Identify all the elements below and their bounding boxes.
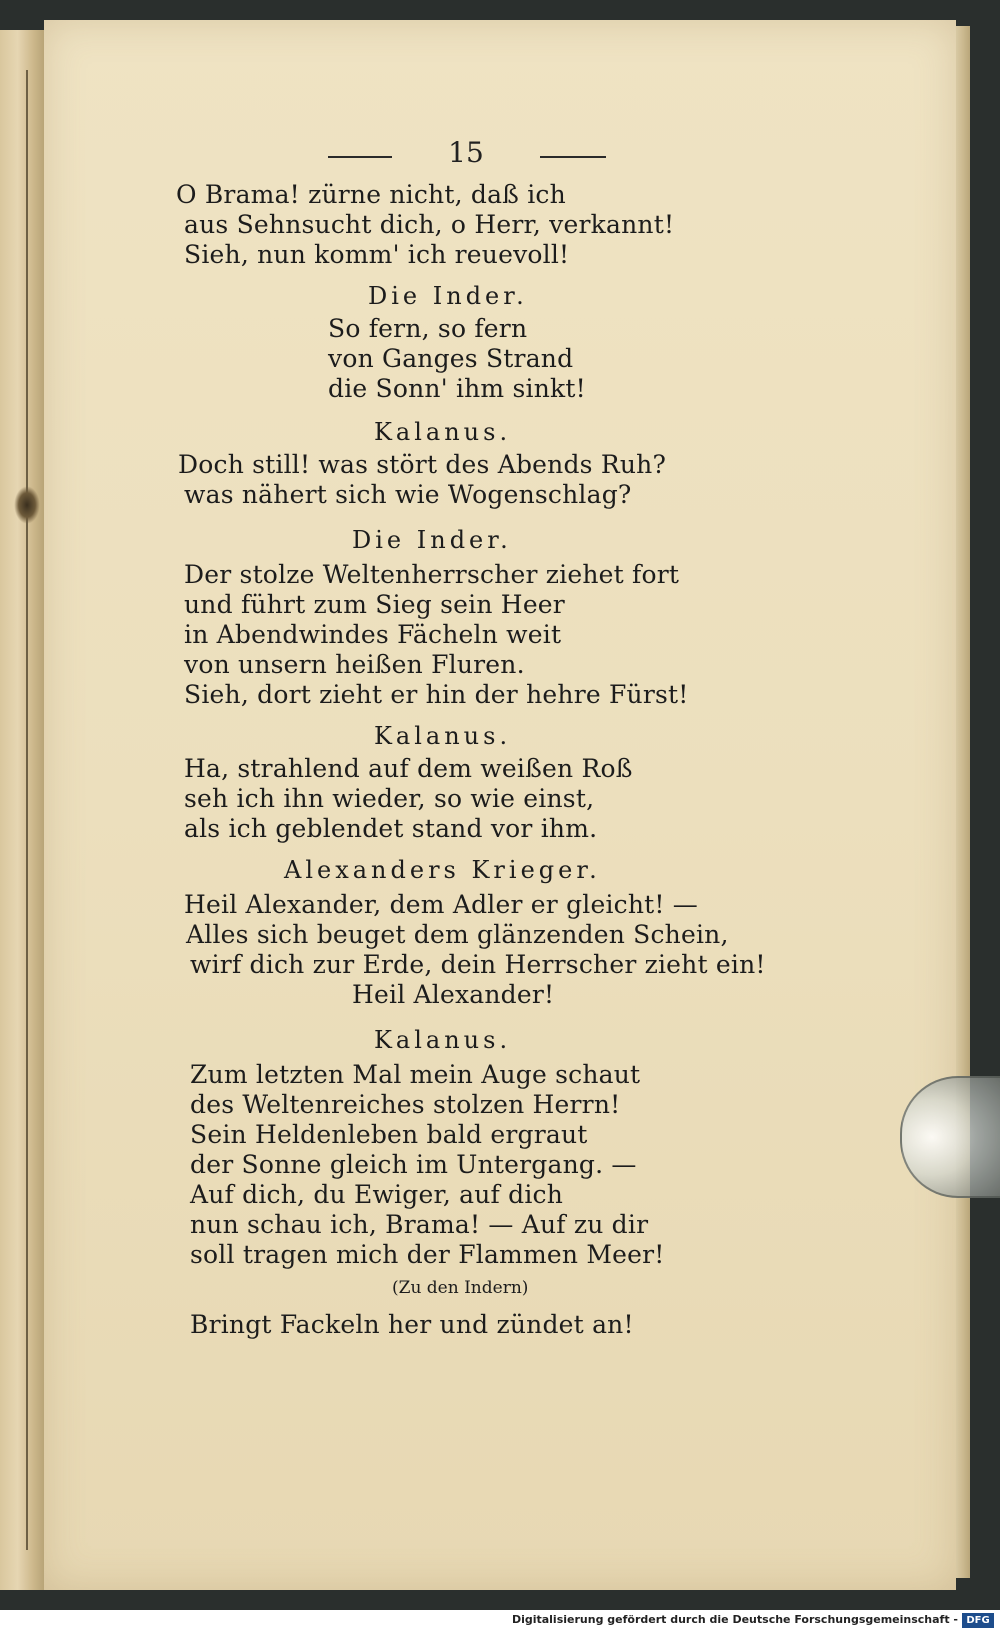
speaker-name: Die Inder. — [368, 282, 528, 310]
speaker-name: Kalanus. — [374, 418, 512, 446]
verse-line: und führt zum Sieg sein Heer — [184, 590, 565, 619]
verse-line: als ich geblendet stand vor ihm. — [184, 814, 598, 843]
verse-line: von Ganges Strand — [328, 344, 574, 373]
page-clip — [900, 1076, 1000, 1198]
verse-line: Sieh, dort zieht er hin der hehre Fürst! — [184, 680, 689, 709]
page-edge — [956, 26, 970, 1578]
verse-line: Bringt Fackeln her und zündet an! — [190, 1310, 634, 1339]
footer-credit: Digitalisierung gefördert durch die Deutsche Forschungsgemeinschaft - — [511, 1613, 958, 1626]
speaker-name: Kalanus. — [374, 722, 512, 750]
book-binding — [0, 30, 45, 1590]
verse-line: soll tragen mich der Flammen Meer! — [190, 1240, 665, 1269]
verse-line: nun schau ich, Brama! — Auf zu dir — [190, 1210, 649, 1239]
binding-damage — [14, 486, 40, 524]
page-header — [44, 136, 956, 176]
book-page — [44, 20, 956, 1590]
verse-line: Sein Heldenleben bald ergraut — [190, 1120, 588, 1149]
verse-line: Ha, strahlend auf dem weißen Roß — [184, 754, 633, 783]
header-rule-right — [540, 156, 606, 158]
verse-line: Auf dich, du Ewiger, auf dich — [190, 1180, 564, 1209]
verse-line: O Brama! zürne nicht, daß ich — [176, 180, 566, 209]
verse-line: in Abendwindes Fächeln weit — [184, 620, 562, 649]
binding-stitch-line — [26, 70, 28, 1550]
verse-line: des Weltenreiches stolzen Herrn! — [190, 1090, 621, 1119]
speaker-name: Kalanus. — [374, 1026, 512, 1054]
verse-line: Heil Alexander! — [352, 980, 555, 1009]
speaker-name: Die Inder. — [352, 526, 512, 554]
verse-line: Sieh, nun komm' ich reuevoll! — [184, 240, 570, 269]
verse-line: Heil Alexander, dem Adler er gleicht! — — [184, 890, 699, 919]
verse-line: seh ich ihn wieder, so wie einst, — [184, 784, 595, 813]
verse-line: Alles sich beuget dem glänzenden Schein, — [186, 920, 729, 949]
verse-line: Der stolze Weltenherrscher ziehet fort — [184, 560, 680, 589]
verse-line: Doch still! was stört des Abends Ruh? — [178, 450, 667, 479]
verse-line: was nähert sich wie Wogenschlag? — [184, 480, 632, 509]
speaker-name: Alexanders Krieger. — [284, 856, 601, 884]
page-number: 15 — [448, 136, 484, 169]
verse-line: wirf dich zur Erde, dein Herrscher zieht ein! — [190, 950, 766, 979]
verse-line: Zum letzten Mal mein Auge schaut — [190, 1060, 641, 1089]
verse-line: die Sonn' ihm sinkt! — [328, 374, 586, 403]
verse-line: der Sonne gleich im Untergang. — — [190, 1150, 637, 1179]
dfg-logo: DFG — [962, 1613, 994, 1628]
verse-line: von unsern heißen Fluren. — [184, 650, 525, 679]
verse-line: So fern, so fern — [328, 314, 528, 343]
stage-direction: (Zu den Indern) — [392, 1278, 529, 1298]
verse-line: aus Sehnsucht dich, o Herr, verkannt! — [184, 210, 675, 239]
header-rule-left — [328, 156, 392, 158]
